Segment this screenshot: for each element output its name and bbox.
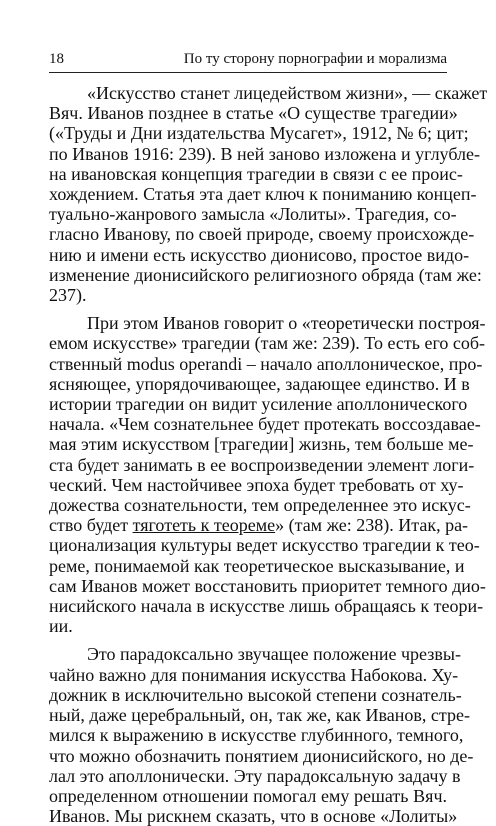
text-line: емом искусстве» трагедии (там же: 239). То есть его соб- <box>49 333 486 354</box>
paragraph-2 <box>49 313 486 637</box>
text-line: сам Иванов может восстановить приоритет темного дио- <box>49 575 486 596</box>
body-text <box>49 83 488 826</box>
running-head <box>49 50 447 72</box>
text-line: что можно обозначить понятием дионисийского, но де- <box>49 745 474 766</box>
text-line: ный, даже церебральный, он, так же, как Иванов, стре- <box>49 705 470 726</box>
text-line: на ивановская концепция трагедии в связи с ее проис- <box>49 163 463 184</box>
text-line: ста будет занимать в ее воспроизведении элемент логи- <box>49 454 475 475</box>
text-line: ческий. Чем настойчивее эпоха будет требовать от ху- <box>49 474 464 495</box>
text-line: лал это аполлонически. Эту парадоксальную задачу в <box>49 765 461 786</box>
text-line: мился к выражению в искусстве глубинного, темного, <box>49 725 464 746</box>
text-line: реме, понимаемой как теоретическое высказывание, и <box>49 555 465 576</box>
text-line: ии. <box>49 616 73 637</box>
text-line: нию и имени есть искусство дионисово, простое видо- <box>49 244 470 265</box>
text-line: дожник в исключительно высокой степени сознатель- <box>49 684 462 705</box>
text-line: начала. «Чем сознательнее будет протекать воссоздавае- <box>49 414 481 435</box>
text-line: чайно важно для понимания искусства Набокова. Ху- <box>49 664 459 685</box>
header-rule <box>49 72 447 73</box>
text-line: по Иванов 1916: 239). В ней заново изложена и углубле- <box>49 143 480 164</box>
text-line: При этом Иванов говорит о «теоретически построя- <box>87 313 486 334</box>
text-line: изменение дионисийского религиозного обряда (там же: <box>49 264 482 285</box>
text-line: нисийского начала в искусстве лишь обращаясь к теори- <box>49 596 484 617</box>
text-line: ясняющее, упорядочивающее, задающее единство. И в <box>49 373 470 394</box>
text-line: Вяч. Иванов позднее в статье «О существе трагедии» <box>49 103 458 124</box>
text-line: ственный modus operandi – начало аполлоническое, про- <box>49 353 483 374</box>
paragraph-1 <box>49 83 488 306</box>
text-line: ционализация культуры ведет искусство трагедии к тео- <box>49 535 480 556</box>
text-line <box>49 515 469 536</box>
text-line: дожества сознательности, тем определеннее это искус- <box>49 495 471 516</box>
text-line: 237). <box>49 285 87 306</box>
text-line: гласно Иванову, по своей природе, своему происхожде- <box>49 224 475 245</box>
running-title: По ту сторону порнографии и морализма <box>183 51 447 67</box>
underlined-phrase: тяготеть к теореме <box>132 515 276 536</box>
text-line: определенном отношении помогал ему решать Вяч. <box>49 785 447 806</box>
text-line-start: ство будет <box>49 515 133 536</box>
text-line: мая этим искусством [трагедии] жизнь, тем больше ме- <box>49 434 474 455</box>
text-line-end: » (там же: 238). Итак, ра- <box>275 515 469 536</box>
text-line: туально-жанрового замысла «Лолиты». Трагедия, со- <box>49 204 457 225</box>
text-line: Это парадоксально звучащее положение чрезвы- <box>87 644 461 665</box>
text-line: («Труды и Дни издательства Мусагет», 1912, № 6; цит; <box>49 123 469 144</box>
text-line: Иванов. Мы рискнем сказать, что в основе «Лолиты» <box>49 806 458 826</box>
paragraph-3 <box>49 644 474 826</box>
text-line: хождением. Статья эта дает ключ к пониманию концеп- <box>49 184 477 205</box>
text-line: «Искусство станет лицедейством жизни», — скажет <box>87 83 488 103</box>
text-line: истории трагедии он видит усиление аполлонического <box>49 394 468 415</box>
page-number: 18 <box>49 51 64 67</box>
